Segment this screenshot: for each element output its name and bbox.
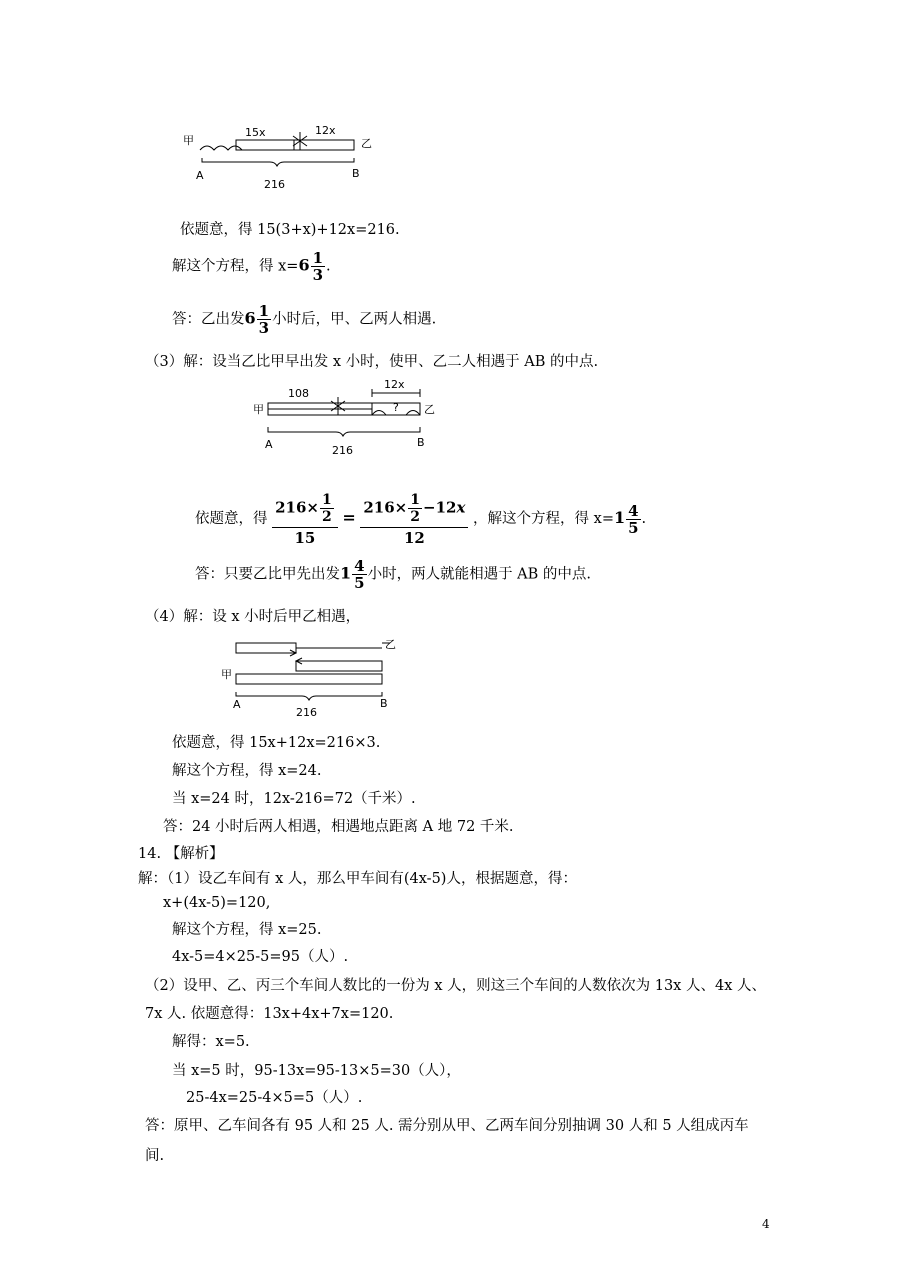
p11: 答：24 小时后两人相遇，相遇地点距离 A 地 72 千米. [163, 819, 514, 835]
p7: （4）解：设 x 小时后甲乙相遇， [145, 609, 361, 625]
total-label: 216 [264, 178, 285, 191]
point-a: A [196, 169, 204, 182]
p3: 答：乙出发6 $\frac{1}{3}$ 小时后，甲、乙两人相遇. [172, 302, 437, 337]
seg-108-label: 108 [288, 387, 309, 400]
total-label: 216 [296, 706, 317, 719]
diagram-3 [220, 630, 410, 725]
p13: 解：（1）设乙车间有 x 人，那么甲车间有(4x-5)人，根据题意，得： [138, 871, 577, 887]
p1: 依题意，得 15(3+x)+12x=216. [180, 222, 400, 238]
p12: 14. 【解析】 [138, 846, 224, 862]
p23: 间. [145, 1148, 165, 1164]
jia-label: 甲 [253, 403, 264, 416]
left-fraction: 216× $\frac{1}{2}$ 15 [272, 492, 338, 547]
point-a: A [233, 698, 241, 711]
jia-label: 甲 [221, 668, 232, 681]
bar-top-left [236, 643, 296, 653]
total-brace [268, 427, 420, 436]
arrow-right [290, 643, 296, 656]
yi-label: 乙 [385, 638, 396, 651]
p19: 解得：x=5. [172, 1034, 250, 1050]
question-mark: ? [393, 401, 399, 414]
bar-bottom [236, 674, 382, 684]
p18: 7x 人. 依题意得：13x+4x+7x=120. [145, 1006, 394, 1022]
diagram-1 [180, 120, 380, 195]
right-fraction: 216× $\frac{1}{2}$ −12x 12 [360, 492, 468, 547]
p10: 当 x=24 时，12x-216=72（千米）. [172, 791, 416, 807]
seg-15x-label: 15x [245, 126, 266, 139]
page-number: 4 [762, 1217, 770, 1231]
p17: （2）设甲、乙、丙三个车间人数比的一份为 x 人，则这三个车间的人数依次为 13x 人、4x 人、 [145, 978, 766, 994]
p8: 依题意，得 15x+12x=216×3. [172, 735, 381, 751]
total-brace [236, 692, 382, 700]
bar-mid [296, 661, 382, 671]
diagram-2 [250, 375, 450, 465]
point-b: B [352, 167, 360, 180]
p6: 答：只要乙比甲先出发1 $\frac{4}{5}$ 小时，两人就能相遇于 AB 的中点. [195, 557, 592, 592]
p16: 4x-5=4×25-5=95（人）. [172, 949, 349, 965]
point-b: B [380, 697, 388, 710]
yi-label: 乙 [424, 403, 435, 416]
seg-12x-label: 12x [384, 378, 405, 391]
p14: x+(4x-5)=120, [163, 895, 271, 911]
p2: 解这个方程，得 x=6 $\frac{1}{3}$ . [172, 249, 331, 284]
point-a: A [265, 438, 273, 451]
total-brace [202, 158, 354, 166]
p15: 解这个方程，得 x=25. [172, 922, 322, 938]
yi-label: 乙 [361, 137, 372, 150]
meet-mark [293, 132, 307, 150]
total-label: 216 [332, 444, 353, 457]
arrow-left [296, 658, 302, 671]
seg-12x-label: 12x [315, 124, 336, 137]
p4: （3）解：设当乙比甲早出发 x 小时，使甲、乙二人相遇于 AB 的中点. [145, 354, 599, 370]
p20: 当 x=5 时，95-13x=95-13×5=30（人）， [172, 1063, 461, 1079]
p5: 依题意，得 216× $\frac{1}{2}$ 15 = 216× $\frac{1}{2}$ −12x 12 ，解这个方程，得 x=1 $\frac{4}{5}$ . [195, 491, 647, 547]
jia-label: 甲 [183, 134, 194, 147]
p21: 25-4x=25-4×5=5（人）. [186, 1090, 363, 1106]
meet-mark [331, 397, 345, 415]
p22: 答：原甲、乙车间各有 95 人和 25 人. 需分别从甲、乙两车间分别抽调 30 人和 5 人组成丙车 [145, 1118, 749, 1134]
point-b: B [417, 436, 425, 449]
p9: 解这个方程，得 x=24. [172, 763, 322, 779]
